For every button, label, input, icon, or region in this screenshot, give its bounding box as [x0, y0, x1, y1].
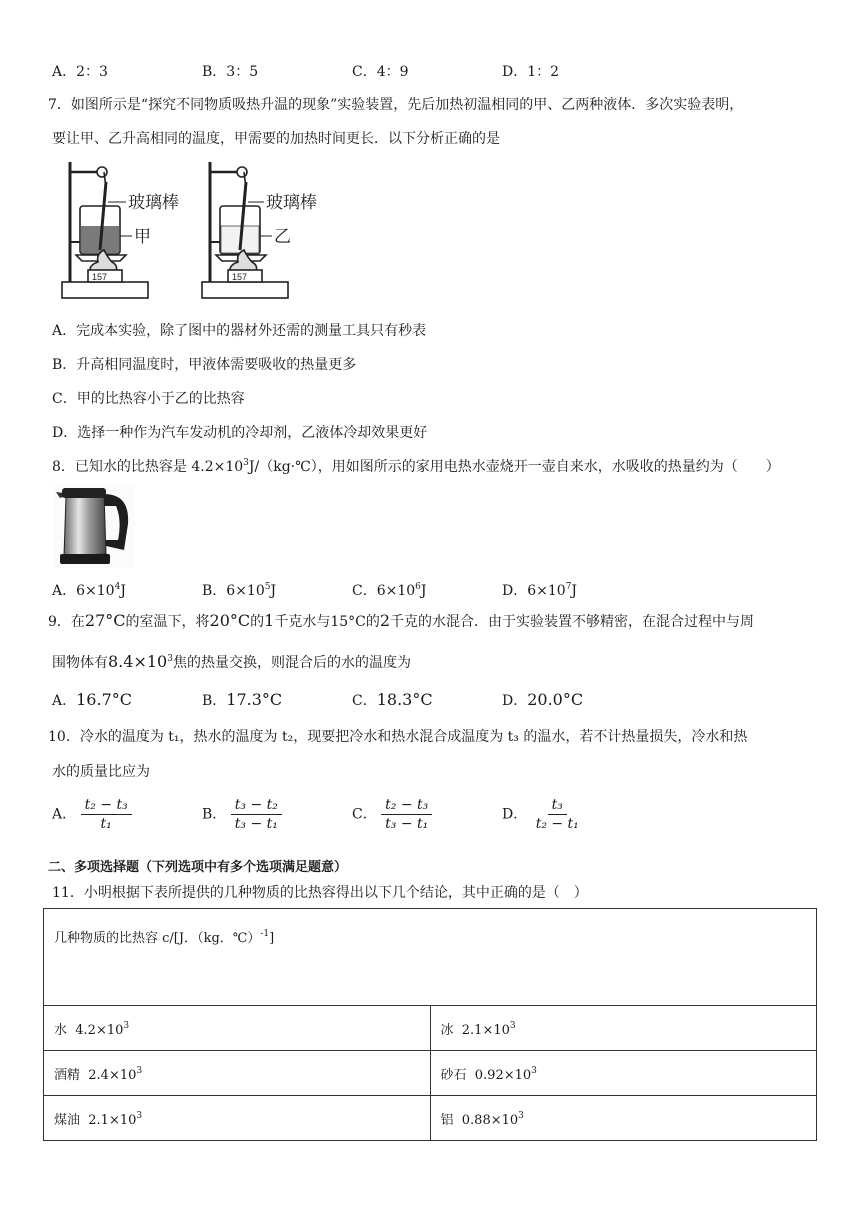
q10-option-a: A． $\frac{\text{t₂ − t₃}}{\text{t₁}}$ — [52, 796, 132, 833]
q7-option-d: D．选择一种作为汽车发动机的冷却剂，乙液体冷却效果更好 — [52, 425, 428, 441]
svg-text:157: 157 — [92, 272, 108, 282]
cell-aluminum: 铝 $0.88\times 10^3$ — [430, 1096, 817, 1141]
q6-option-a: A．2：3 — [52, 64, 108, 80]
q10-fraction-b: $\frac{\text{t₃ − t₂}}{\text{t₃ − t₁}}$ — [231, 796, 282, 833]
q8-stem-b: J/（kg·℃），用如图所示的家用电热水壶烧开一壶自来水，水吸收的热量约为（ ） — [248, 459, 780, 475]
q7-experiment-figure — [58, 158, 348, 306]
table-row — [44, 1051, 817, 1096]
q9-stem-line2: 围物体有$8.4\times 10^3$焦的热量交换，则混合后的水的温度为 — [52, 652, 411, 671]
specific-heat-table — [43, 908, 817, 1141]
rod-label-1: 玻璃棒 — [128, 193, 179, 213]
cell-ice: 冰 $2.1\times 10^3$ — [430, 1006, 817, 1051]
q9-option-a: A．16.7°C — [52, 690, 132, 709]
q10-option-c: C． $\frac{\text{t₂ − t₃}}{\text{t₃ − t₁}}$ — [352, 796, 432, 833]
q6-option-c: C．4：9 — [352, 64, 409, 80]
q8-stem-a: 8．已知水的比热容是 4.2×10 — [52, 459, 244, 475]
q8-stem-exp: 3 — [243, 458, 249, 468]
svg-text:157: 157 — [232, 272, 248, 282]
cell-water: 水 $4.2\times 10^3$ — [44, 1006, 431, 1051]
q7-option-a: A．完成本实验，除了图中的器材外还需的测量工具只有秒表 — [52, 323, 427, 339]
q7-stem-line1: 7．如图所示是“探究不同物质吸热升温的现象”实验装置，先后加热初温相同的甲、乙两种液体．多次实验表明， — [48, 97, 744, 113]
q10-stem-line1: 10．冷水的温度为 t₁，热水的温度为 t₂，现要把冷水和热水混合成温度为 t₃ 的温水，若不计热量损失，冷水和热 — [48, 729, 748, 745]
q11-stem: 11．小明根据下表所提供的几种物质的比热容得出以下几个结论，其中正确的是（ ） — [52, 885, 588, 901]
q9-option-b: B．17.3°C — [202, 690, 283, 709]
rod-label-2: 玻璃棒 — [266, 193, 317, 213]
table-row — [44, 1096, 817, 1141]
q6-option-d: D．1：2 — [502, 64, 560, 80]
q9-stem-line1: 9．在27°C的室温下，将20°C的1千克水与15°C的2千克的水混合．由于实验装置不够精密，在混合过程中与周 — [48, 611, 755, 630]
cell-sand: 砂石 $0.92\times 10^3$ — [430, 1051, 817, 1096]
liquid-label-jia: 甲 — [134, 227, 151, 247]
section-2-title: 二、多项选择题（下列选项中有多个选项满足题意） — [48, 860, 348, 875]
q9-option-d: D．20.0°C — [502, 690, 584, 709]
q10-fraction-a: $\frac{\text{t₂ − t₃}}{\text{t₁}}$ — [81, 796, 132, 833]
q8-option-b: B．$6\times 10^5J$ — [202, 582, 277, 599]
q8-option-c: C．$6\times 10^6J$ — [352, 582, 427, 599]
q10-fraction-c: $\frac{\text{t₂ − t₃}}{\text{t₃ − t₁}}$ — [381, 796, 432, 833]
table-header: 几种物质的比热容 c/[J．（kg．℃）$^{-1}$] — [44, 909, 817, 1006]
electric-kettle-image — [54, 484, 134, 568]
q7-stem-line2: 要让甲、乙升高相同的温度，甲需要的加热时间更长．以下分析正确的是 — [52, 131, 500, 147]
cell-alcohol: 酒精 $2.4\times 10^3$ — [44, 1051, 431, 1096]
q7-option-b: B．升高相同温度时，甲液体需要吸收的热量更多 — [52, 357, 357, 373]
q9-option-c: C．18.3°C — [352, 690, 433, 709]
q8-option-d: D．$6\times 10^7J$ — [502, 582, 578, 599]
q8-stem — [52, 456, 780, 476]
q8-option-a: A．$6\times 10^4J$ — [52, 582, 126, 599]
q10-option-d: D． $\frac{\text{t₃}}{\text{t₂ − t₁}}$ — [502, 796, 583, 833]
table-row — [44, 1006, 817, 1051]
q10-fraction-d: $\frac{\text{t₃}}{\text{t₂ − t₁}}$ — [535, 797, 579, 832]
liquid-label-yi: 乙 — [274, 227, 291, 247]
q10-option-b: B． $\frac{\text{t₃ − t₂}}{\text{t₃ − t₁}}$ — [202, 796, 282, 833]
q7-option-c: C．甲的比热容小于乙的比热容 — [52, 391, 245, 407]
q6-option-b: B．3：5 — [202, 64, 259, 80]
cell-kerosene: 煤油 $2.1\times 10^3$ — [44, 1096, 431, 1141]
q10-stem-line2: 水的质量比应为 — [52, 764, 150, 780]
